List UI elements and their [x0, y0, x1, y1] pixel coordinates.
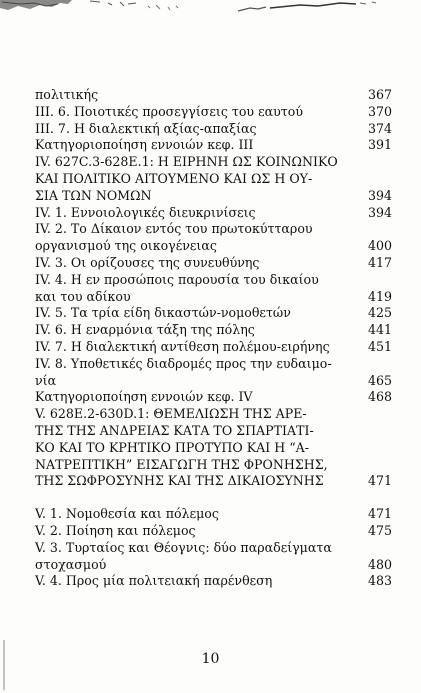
toc-entry-title: IV. 627C.3-628E.1: Η ΕΙΡΗΝΗ ΩΣ ΚΟΙΝΩΝΙΚΟ ΚΑΙ ΠΟΛΙΤΙΚΟ ΑΙΤΟΥΜΕΝΟ ΚΑΙ ΩΣ Η ΟΥ- ΣΙΑ ΤΩΝ ΝΟΜΩΝ: [35, 154, 338, 203]
toc-entry-page: 374: [367, 120, 392, 136]
toc-entry-title: V. 2. Ποίηση και πόλεμος: [35, 522, 196, 538]
scan-artifact-top: [0, 0, 421, 16]
toc-entry: [35, 305, 392, 322]
toc-entry: [35, 272, 392, 306]
toc-entry-title: IV. 5. Τα τρία είδη δικαστών-νομοθετών: [35, 305, 291, 321]
toc-entry: [35, 523, 392, 540]
toc-entry-title: IV. 7. Η διαλεκτική αντίθεση πολέμου-ειρήνης: [35, 338, 330, 354]
toc-entry: [35, 356, 392, 390]
toc-entry: [35, 221, 392, 255]
toc-entry: [35, 573, 392, 590]
toc-entry-title: V. 4. Προς μία πολιτειακή παρένθεση: [35, 573, 273, 589]
toc-entry: [35, 137, 392, 154]
toc-entry-page: 475: [367, 522, 392, 538]
toc-entry-page: 468: [367, 389, 392, 405]
toc-entry-page: 441: [367, 322, 392, 338]
toc-entry-page: 483: [367, 573, 392, 589]
toc-entry: [35, 104, 392, 121]
toc-entry: [35, 322, 392, 339]
toc-entry-page: 480: [367, 556, 392, 572]
toc-entry-page: 419: [367, 288, 392, 304]
toc-entry-page: 370: [367, 103, 392, 119]
toc-chapter-heading: [35, 406, 392, 490]
toc-entry: [35, 205, 392, 222]
page-number: 10: [201, 651, 220, 667]
toc-entry-title: IV. 3. Οι ορίζουσες της συνευθύνης: [35, 254, 260, 270]
toc-entry-page: 417: [367, 254, 392, 270]
toc-entry: [35, 540, 392, 574]
toc-entry-title: V. 3. Τυρταίος και Θέογνις: δύο παραδείγματα στοχασμού: [35, 539, 332, 572]
toc-entry-page: 465: [367, 372, 392, 388]
toc-entry-title: IV. 8. Υποθετικές διαδρομές προς την ευδαιμο- νία: [35, 355, 332, 388]
toc-entry: [35, 506, 392, 523]
toc-entry-title: ΙΙΙ. 7. Η διαλεκτική αξίας-απαξίας: [35, 120, 257, 136]
toc-chapter-heading: [35, 154, 392, 204]
toc-entry-title: IV. 1. Εννοιολογικές διευκρινίσεις: [35, 204, 256, 220]
toc-entry-title: IV. 4. Η εν προσώποις παρουσία του δικαίου και του αδίκου: [35, 271, 319, 304]
toc-entry-page: 400: [367, 238, 392, 254]
toc-entry-title: Κατηγοριοποίηση εννοιών κεφ. IV: [35, 389, 253, 405]
toc-entry-title: IV. 6. Η εναρμόνια τάξη της πόλης: [35, 322, 255, 338]
toc-entry: [35, 339, 392, 356]
toc-entry-title: V. 1. Νομοθεσία και πόλεμος: [35, 506, 219, 522]
toc-entry-page: 391: [367, 137, 392, 153]
toc-entry-page: 394: [367, 187, 392, 203]
table-of-contents: [35, 87, 392, 590]
toc-entry: [35, 87, 392, 104]
toc-entry-page: 394: [367, 204, 392, 220]
toc-entry-title: πολιτικής: [35, 87, 99, 102]
section-spacer: [35, 490, 392, 506]
toc-entry: [35, 389, 392, 406]
toc-entry-page: 425: [367, 305, 392, 321]
toc-entry-title: Κατηγοριοποίηση εννοιών κεφ. ΙΙΙ: [35, 137, 254, 153]
toc-entry-page: 471: [367, 506, 392, 522]
toc-entry-title: V. 628E.2-630D.1: ΘΕΜΕΛΙΩΣΗ ΤΗΣ ΑΡΕ- ΤΗΣ ΤΗΣ ΑΝΔΡΕΙΑΣ ΚΑΤΑ ΤΟ ΣΠΑΡΤΙΑΤΙ- ΚΟ ΚΑΙ ΤΟ ΚΡΗΤΙΚΟ ΠΡΟΤΥΠΟ ΚΑΙ Η “Α- ΝΑΤΡΕΠΤΙΚΗ” ΕΙΣΑΓΩΓΗ ΤΗΣ ΦΡΟΝΗΣΗΣ, ΤΗΣ ΣΩΦΡΟΣΥΝΗΣ ΚΑΙ ΤΗΣ ΔΙΚΑΙΟΣΥΝΗΣ: [35, 406, 328, 489]
toc-entry: [35, 121, 392, 138]
toc-entry-title: IV. 2. Το Δίκαιον εντός του πρωτοκύτταρου οργανισμού της οικογένειας: [35, 221, 313, 254]
toc-entry-title: ΙΙΙ. 6. Ποιοτικές προσεγγίσεις του εαυτού: [35, 103, 303, 119]
toc-entry-page: 367: [367, 87, 392, 102]
toc-entry-page: 471: [367, 473, 392, 489]
toc-entry-page: 451: [367, 338, 392, 354]
toc-entry: [35, 255, 392, 272]
